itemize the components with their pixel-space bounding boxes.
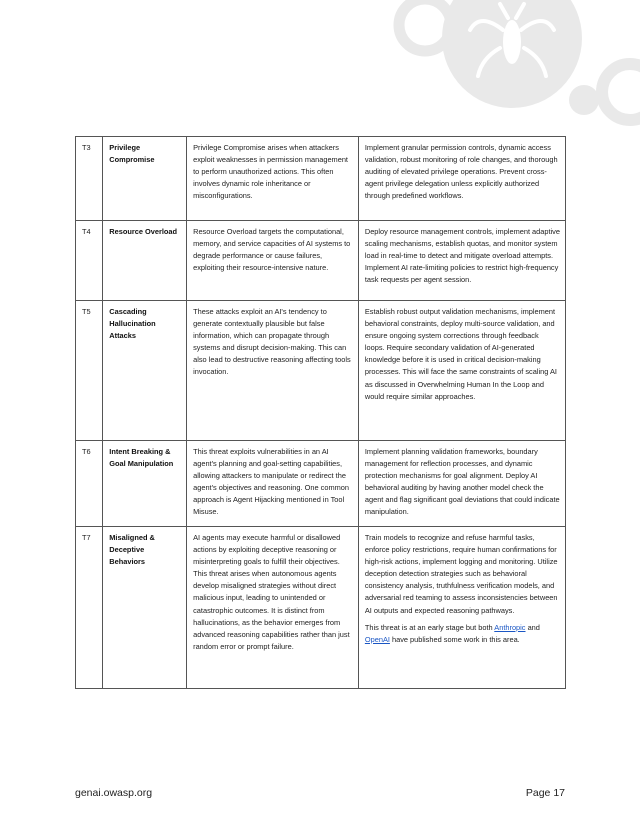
threat-description: This threat exploits vulnerabilities in an AI agent's planning and goal-setting capabilities, allowing attackers to manipulate or redirect the agent's objectives and reasoning. One common approach is Agent Hijacking mentioned in Tool Misuse. bbox=[187, 441, 359, 527]
threat-row bbox=[76, 221, 566, 301]
threats-table bbox=[75, 136, 566, 689]
threat-id: T5 bbox=[76, 301, 103, 441]
mitigation-text: Implement granular permission controls, dynamic access validation, robust monitoring of role changes, and thorough auditing of elevated privilege operations. Prevent cross-agent privilege delegation unless explicitly authorized through predefined workflows. bbox=[364, 143, 558, 201]
threat-description: Resource Overload targets the computational, memory, and service capacities of AI systems to degrade performance or cause failures, exploiting their resource-intensive nature. bbox=[187, 221, 359, 301]
mitigation-text: Deploy resource management controls, implement adaptive scaling mechanisms, establish quotas, and monitor system load in real-time to detect and mitigate overload attempts. Implement AI rate-limiting policies to restrict high-frequency task requests per agent session. bbox=[364, 227, 560, 285]
threat-name: Intent Breaking & Goal Manipulation bbox=[103, 441, 187, 527]
note-suffix: have published some work in this area. bbox=[389, 634, 520, 644]
note-middle: and bbox=[525, 622, 540, 632]
threat-row bbox=[76, 301, 566, 441]
mitigation-note bbox=[365, 622, 560, 646]
threat-description: Privilege Compromise arises when attackers exploit weaknesses in permission management to perform unauthorized actions. This often involves dynamic role inheritance or misconfigurations. bbox=[187, 137, 359, 221]
anthropic-link[interactable]: Anthropic bbox=[494, 622, 526, 632]
threat-id: T4 bbox=[76, 221, 103, 301]
threat-mitigation bbox=[358, 301, 565, 441]
decor-dot bbox=[569, 85, 599, 115]
threat-mitigation bbox=[358, 221, 565, 301]
threat-row bbox=[76, 527, 566, 689]
page-number: Page 17 bbox=[525, 787, 565, 799]
threat-description: AI agents may execute harmful or disallowed actions by exploiting deceptive reasoning or misinterpreting goals to fulfill their objectives. This threat arises when autonomous agents develop misaligned strategies without direct malicious input, leading to unintended or catastrophic outcomes. It is distinct from hallucinations, as the behavior emerges from advanced reasoning capabilities rather than just random error or prompt failure. bbox=[187, 527, 359, 689]
threat-id: T6 bbox=[76, 441, 103, 527]
note-prefix: This threat is at an early stage but both bbox=[364, 622, 495, 632]
mitigation-text: Train models to recognize and refuse harmful tasks, enforce policy restrictions, require human confirmations for high-risk actions, implement logging and monitoring. Utilize deception detection strategies such as behavioral consistency analysis, truthfulness verification models, and adversarial red teaming to assess inconsistencies between AI outputs and expected reasoning pathways. bbox=[364, 533, 558, 615]
threat-name: Resource Overload bbox=[103, 221, 187, 301]
threat-mitigation bbox=[358, 137, 565, 221]
threat-id: T3 bbox=[76, 137, 103, 221]
openai-link[interactable]: OpenAI bbox=[364, 634, 390, 644]
footer-site: genai.owasp.org bbox=[75, 787, 153, 799]
threat-name: Cascading Hallucination Attacks bbox=[103, 301, 187, 441]
threat-row bbox=[76, 137, 566, 221]
threat-description: These attacks exploit an AI's tendency to generate contextually plausible but false information, which can propagate through systems and disrupt decision-making. This can also lead to destructive reasoning affecting tools invocation. bbox=[187, 301, 359, 441]
threat-id: T7 bbox=[76, 527, 103, 689]
threat-mitigation bbox=[358, 527, 565, 689]
mitigation-text: Implement planning validation frameworks, boundary management for reflection processes, and dynamic protection mechanisms for goal alignment. Deploy AI behavioral auditing by having another model check the agent and flag significant goal deviations that could indicate manipulation. bbox=[364, 447, 560, 517]
mitigation-text: Establish robust output validation mechanisms, implement behavioral constraints, deploy multi-source validation, and ensure ongoing system corrections through feedback loops. Require secondary validation of AI-generated knowledge before it is used in critical decision-making processes. This will face the same constraints of scaling AI as discussed in Overwhelming Human In the Loop and would require similar approaches. bbox=[364, 307, 557, 401]
threat-row bbox=[76, 441, 566, 527]
threat-mitigation bbox=[358, 441, 565, 527]
threat-name: Privilege Compromise bbox=[103, 137, 187, 221]
decor-ring-right bbox=[602, 64, 640, 120]
threat-name: Misaligned & Deceptive Behaviors bbox=[103, 527, 187, 689]
